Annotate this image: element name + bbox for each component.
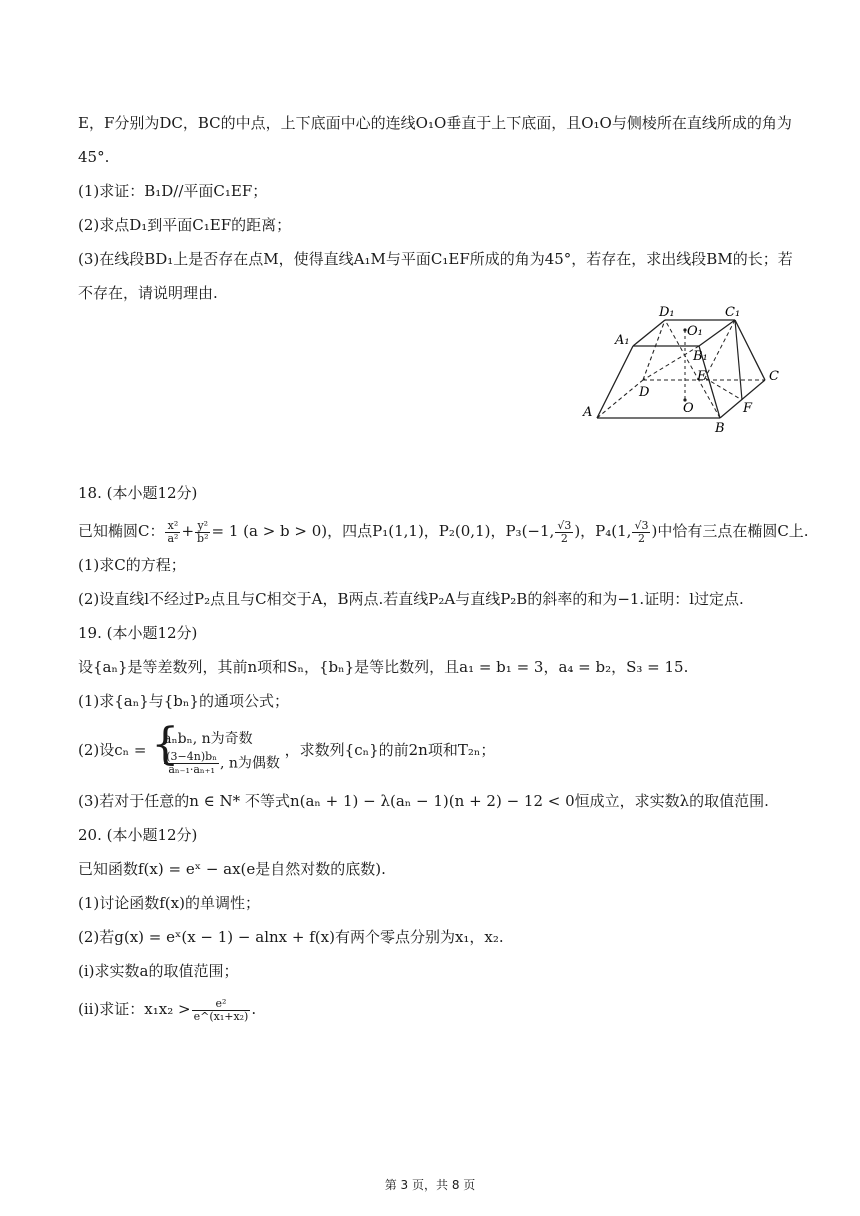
label-B: B	[715, 421, 725, 436]
frac-e2-exp: $\frac{\text{e²}}{\text{e\textasciicircum{}(x₁+x₂)}}$	[193, 996, 249, 1023]
p19-q1: (1)求{aₙ}与{bₙ}的通项公式；	[78, 692, 289, 710]
label-C: C	[769, 369, 779, 384]
label-D1: D₁	[659, 305, 675, 320]
p20-q2: (2)若g(x) = eˣ(x − 1) − alnx + f(x)有两个零点分别为x₁，x₂.	[78, 928, 504, 946]
label-A1: A₁	[615, 333, 630, 348]
frustum-figure	[575, 300, 795, 440]
p19-q2: (2)设cₙ = { aₙbₙ, n为奇数 $\frac{\text{(3−4n)bₙ}}{\text{aₙ₋₁·aₙ₊₁}}$ , n为偶数 ，求数列{cₙ}的前2n项和T₂ₙ；	[78, 718, 496, 776]
p18-s2: = 1 (a > b > 0)，四点P₁(1,1)，P₂(0,1)，P₃(−1,	[211, 522, 555, 540]
p20-head: 20. (本小题12分)	[78, 826, 198, 844]
piecewise-cn: { aₙbₙ, n为奇数 $\frac{\text{(3−4n)bₙ}}{\text{aₙ₋₁·aₙ₊₁}}$ , n为偶数	[151, 718, 280, 776]
p17-line2: 45°.	[78, 148, 110, 166]
label-F: F	[743, 401, 753, 416]
frac-sqrt3-2-a: $\frac{√3}{2}$	[557, 518, 572, 545]
p18-stem: 已知椭圆C： $\frac{\text{x²}}{\text{a²}}$ + $\frac{\text{y²}}{\text{b²}}$ = 1 (a > b > 0)，四点P₁(1,1)，P₂(0,1)，P₃(−1, $\frac{√3}{2}$ )，P₄(1, $\frac{√3}{2}$ )中恰有三点在椭圆C上.	[78, 518, 809, 545]
label-O1: O₁	[687, 324, 703, 339]
p17-q2: (2)求点D₁到平面C₁EF的距离；	[78, 216, 292, 234]
p18-s1: 已知椭圆C：	[78, 522, 165, 540]
p18-head: 18. (本小题12分)	[78, 484, 198, 502]
p19-stem: 设{aₙ}是等差数列，其前n项和Sₙ，{bₙ}是等比数列，且a₁ = b₁ = 3，a₄ = b₂，S₃ = 15.	[78, 658, 689, 676]
p20-qii: (ii)求证：x₁x₂ > $\frac{\text{e²}}{\text{e\textasciicircum{}(x₁+x₂)}}$ .	[78, 996, 257, 1023]
label-D: D	[639, 385, 650, 400]
p18-q2: (2)设直线l不经过P₂点且与C相交于A，B两点.若直线P₂A与直线P₂B的斜率的和为−1.证明：l过定点.	[78, 590, 744, 608]
frac-x2-a2: $\frac{\text{x²}}{\text{a²}}$	[167, 518, 179, 545]
p18-q1: (1)求C的方程；	[78, 556, 186, 574]
page-footer: 第 3 页，共 8 页	[384, 1178, 476, 1192]
p17-q3b: 不存在，请说明理由.	[78, 284, 218, 302]
label-B1: B₁	[693, 349, 708, 364]
frac-sqrt3-2-b: $\frac{√3}{2}$	[634, 518, 649, 545]
label-C1: C₁	[725, 305, 741, 320]
label-O: O	[683, 401, 694, 416]
p17-q1: (1)求证：B₁D//平面C₁EF；	[78, 182, 268, 200]
p19-q3: (3)若对于任意的n ∈ N* 不等式n(aₙ + 1) − λ(aₙ − 1)(n + 2) − 12 < 0恒成立，求实数λ的取值范围.	[78, 792, 769, 810]
p19-head: 19. (本小题12分)	[78, 624, 198, 642]
p20-stem: 已知函数f(x) = eˣ − ax(e是自然对数的底数).	[78, 860, 386, 878]
frac-y2-b2: $\frac{\text{y²}}{\text{b²}}$	[197, 518, 209, 545]
label-A: A	[583, 405, 593, 420]
p17-line1: E，F分别为DC，BC的中点，上下底面中心的连线O₁O垂直于上下底面，且O₁O与侧棱所在直线所成的角为	[78, 114, 792, 132]
p20-q1: (1)讨论函数f(x)的单调性；	[78, 894, 260, 912]
p17-q3a: (3)在线段BD₁上是否存在点M，使得直线A₁M与平面C₁EF所成的角为45°，若存在，求出线段BM的长；若	[78, 250, 793, 268]
label-E: E	[697, 369, 707, 384]
p20-qi: (i)求实数a的取值范围；	[78, 962, 239, 980]
